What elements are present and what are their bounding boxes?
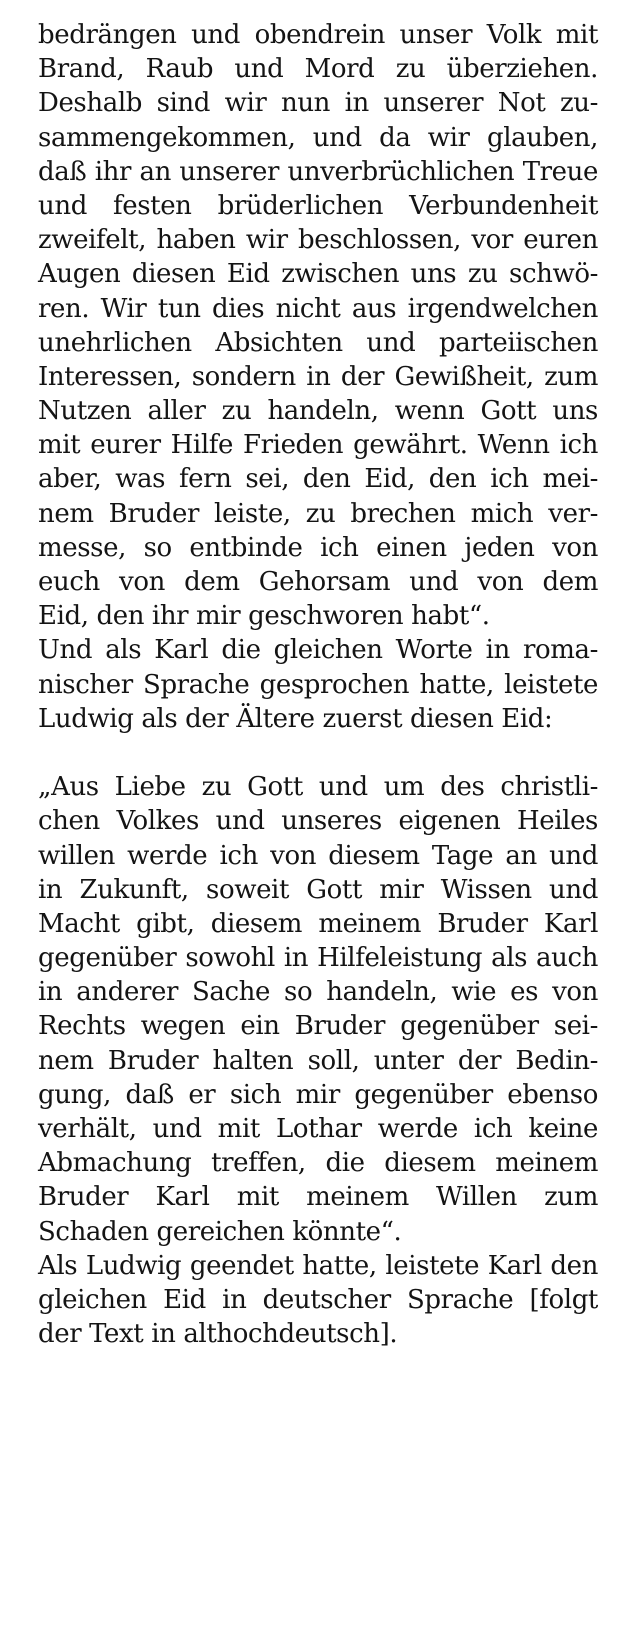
text-line: nem Bruder halten soll, unter der Bedin-: [38, 1045, 598, 1076]
text-line: messe, so entbinde ich einen jeden von: [38, 532, 598, 563]
text-line: Als Ludwig geendet hatte, leistete Karl den: [38, 1250, 598, 1281]
text-line: daß ihr an unserer unverbrüchlichen Treue: [38, 156, 598, 187]
text-line: in anderer Sache so handeln, wie es von: [38, 977, 598, 1008]
text-line: ren. Wir tun dies nicht aus irgendwelchen: [38, 293, 598, 324]
text-line: chen Volkes und unseres eigenen Heiles: [38, 806, 598, 837]
text-line: Macht gibt, diesem meinem Bruder Karl: [38, 908, 598, 939]
text-line: und festen brüderlichen Verbundenheit: [38, 190, 598, 221]
document-page: [38, 18, 598, 1351]
text-line: Deshalb sind wir nun in unserer Not zu-: [38, 88, 598, 119]
text-line: Schaden gereichen könnte“.: [38, 1216, 402, 1247]
text-line: Rechts wegen ein Bruder gegenüber sei-: [38, 1011, 598, 1042]
text-line: verhält, und mit Lothar werde ich keine: [38, 1114, 598, 1144]
text-line: gung, daß er sich mir gegenüber ebenso: [38, 1079, 598, 1110]
paragraph-karl-oath: [38, 1249, 598, 1352]
paragraph-karl-romance: [38, 633, 598, 736]
text-line: Interessen, sondern in der Gewißheit, zum: [38, 361, 598, 392]
paragraph-ludwig-oath: [38, 770, 598, 1249]
paragraph-gap: [38, 736, 598, 770]
text-line: Abmachung treffen, die diesem meinem: [38, 1148, 598, 1179]
text-line: Eid, den ihr mir geschworen habt“.: [38, 601, 490, 632]
text-line: Ludwig als der Ältere zuerst diesen Eid:: [38, 703, 553, 734]
text-line: nem Bruder leiste, zu brechen mich ver-: [38, 498, 598, 529]
text-line: „Aus Liebe zu Gott und um des christli-: [38, 772, 598, 803]
text-line: gegenüber sowohl in Hilfeleistung als auch: [38, 943, 598, 974]
paragraph-oath-preamble: [38, 18, 598, 633]
text-line: Augen diesen Eid zwischen uns zu schwö-: [38, 259, 598, 290]
text-line: unehrlichen Absichten und parteiischen: [38, 327, 598, 358]
text-line: sammengekommen, und da wir glauben,: [38, 122, 598, 153]
text-line: euch von dem Gehorsam und von dem: [38, 567, 598, 597]
text-line: aber, was fern sei, den Eid, den ich mei-: [38, 464, 598, 495]
text-line: nischer Sprache gesprochen hatte, leistete: [38, 669, 598, 700]
text-line: in Zukunft, soweit Gott mir Wissen und: [38, 874, 598, 905]
text-line: Bruder Karl mit meinem Willen zum: [38, 1182, 598, 1213]
text-line: Brand, Raub und Mord zu überziehen.: [38, 54, 598, 85]
text-line: mit eurer Hilfe Frieden gewährt. Wenn ich: [38, 430, 598, 461]
text-line: gleichen Eid in deutscher Sprache [folgt: [38, 1284, 598, 1315]
text-line: Und als Karl die gleichen Worte in roma-: [38, 635, 598, 666]
text-line: Nutzen aller zu handeln, wenn Gott uns: [38, 396, 598, 427]
text-line: willen werde ich von diesem Tage an und: [38, 840, 598, 871]
text-line: zweifelt, haben wir beschlossen, vor euren: [38, 225, 598, 256]
text-line: bedrängen und obendrein unser Volk mit: [38, 20, 598, 50]
text-line: der Text in althochdeutsch].: [38, 1319, 398, 1350]
